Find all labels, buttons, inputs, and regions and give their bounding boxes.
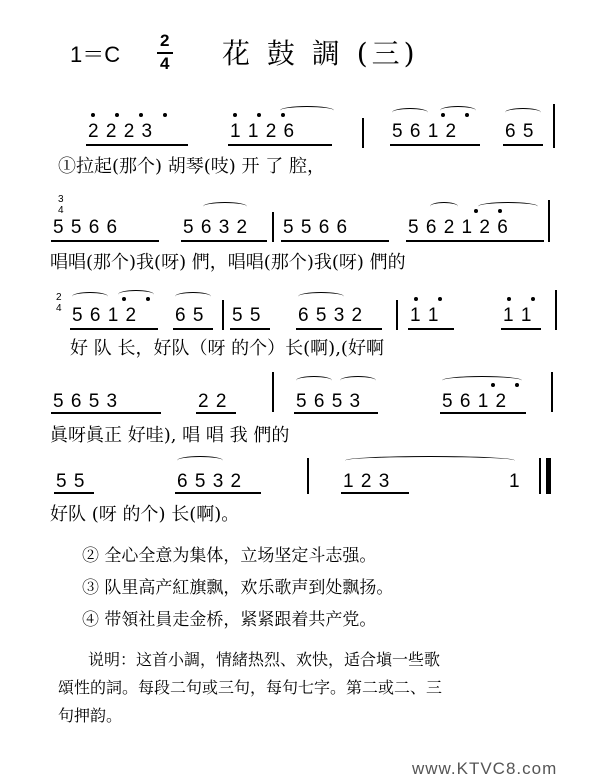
line4-group-1: 5 6 5 3 bbox=[53, 391, 119, 412]
slur bbox=[392, 108, 428, 117]
octave-dot bbox=[91, 113, 95, 117]
octave-dot bbox=[146, 297, 150, 301]
barline bbox=[553, 104, 555, 148]
line4-group-4: 5 6 1 2 bbox=[442, 391, 508, 412]
time-signature-top: 2 bbox=[160, 31, 170, 50]
line2-ts-bottom: 4 bbox=[58, 205, 64, 216]
beam bbox=[51, 412, 161, 414]
line2-group-2: 5 6 3 2 bbox=[183, 217, 249, 238]
line5-group-1: 5 5 bbox=[56, 471, 86, 492]
slur bbox=[203, 202, 247, 211]
slur bbox=[177, 456, 223, 465]
line1-lyrics: ①拉起(那个) 胡琴(吱) 开 了 腔， bbox=[58, 156, 325, 177]
beam bbox=[408, 328, 454, 330]
beam bbox=[501, 328, 541, 330]
line4-group-2: 2 2 bbox=[198, 391, 228, 412]
line3-group-4: 6 5 3 2 bbox=[298, 305, 364, 326]
verse-2: ② 全心全意为集体，立场坚定斗志强。 bbox=[82, 546, 377, 566]
line2-group-1: 5 5 6 6 bbox=[53, 217, 119, 238]
beam bbox=[230, 328, 270, 330]
beam bbox=[341, 492, 409, 494]
beam bbox=[86, 144, 188, 146]
line1-group-3: 5 6 1 2 bbox=[392, 121, 458, 142]
line4-group-3: 5 6 5 3 bbox=[296, 391, 362, 412]
barline bbox=[548, 200, 550, 242]
line5-lyrics: 好队 (呀 的个) 长(啊)。 bbox=[50, 504, 240, 525]
beam bbox=[181, 240, 267, 242]
time-signature-bottom: 4 bbox=[160, 54, 170, 73]
slur bbox=[296, 376, 332, 385]
line3-ts-top: 2 bbox=[56, 292, 62, 303]
octave-dot bbox=[414, 297, 418, 301]
slur bbox=[430, 202, 458, 211]
note-line-3: 句押韵。 bbox=[58, 706, 123, 725]
verse-3: ③ 队里高产紅旗飘，欢乐歌声到处飘扬。 bbox=[82, 578, 394, 598]
line2-ts-top: 3 bbox=[58, 194, 64, 205]
note-line-1: 说明：这首小調，情緒热烈、欢快，适合塡一些歌 bbox=[88, 650, 441, 669]
barline bbox=[272, 372, 274, 412]
line2-lyrics: 唱唱(那个)我(呀) 們，唱唱(那个)我(呀) 們的 bbox=[50, 252, 406, 273]
slur bbox=[298, 292, 344, 301]
line1-group-4: 6 5 bbox=[505, 121, 535, 142]
octave-dot bbox=[438, 297, 442, 301]
octave-dot bbox=[233, 113, 237, 117]
slur bbox=[505, 108, 541, 117]
beam bbox=[70, 328, 158, 330]
line5-group-4: 1 bbox=[509, 471, 521, 492]
octave-dot bbox=[515, 383, 519, 387]
beam bbox=[296, 328, 382, 330]
line2-group-4: 5 6 2 1 2 6 bbox=[408, 217, 509, 238]
octave-dot bbox=[507, 297, 511, 301]
beam bbox=[281, 240, 389, 242]
octave-dot bbox=[139, 113, 143, 117]
beam bbox=[228, 144, 332, 146]
barline bbox=[551, 372, 553, 412]
line5-group-3: 1 2 3 bbox=[343, 471, 391, 492]
line1-group-1: 2 2 2 3 bbox=[88, 121, 154, 142]
beam bbox=[51, 240, 159, 242]
slur bbox=[72, 292, 108, 301]
beam bbox=[173, 328, 213, 330]
slur bbox=[340, 376, 376, 385]
octave-dot bbox=[491, 383, 495, 387]
note-line-2: 頌性的詞。每段二句或三句，每句七字。第二或二、三 bbox=[58, 678, 443, 697]
barline bbox=[396, 300, 398, 330]
line5-group-2: 6 5 3 2 bbox=[177, 471, 243, 492]
slur bbox=[345, 456, 515, 465]
barline bbox=[307, 458, 309, 494]
beam bbox=[503, 144, 543, 146]
line1-group-2: 1 1 2 6 bbox=[230, 121, 296, 142]
octave-dot bbox=[163, 113, 167, 117]
octave-dot bbox=[122, 297, 126, 301]
line3-ts-bottom: 4 bbox=[56, 303, 62, 314]
line3-group-3: 5 5 bbox=[232, 305, 262, 326]
octave-dot bbox=[257, 113, 261, 117]
slur bbox=[442, 376, 522, 385]
final-barline-thin bbox=[539, 458, 541, 494]
beam bbox=[390, 144, 480, 146]
beam bbox=[196, 412, 236, 414]
beam bbox=[294, 412, 378, 414]
octave-dot bbox=[531, 297, 535, 301]
barline bbox=[272, 212, 274, 242]
beam bbox=[175, 492, 261, 494]
verse-4: ④ 带領社員走金桥，紧紧跟着共产党。 bbox=[82, 610, 377, 630]
final-barline-thick bbox=[546, 458, 551, 494]
song-title: 花 鼓 調 (三) bbox=[222, 37, 419, 70]
barline bbox=[222, 300, 224, 330]
octave-dot bbox=[498, 209, 502, 213]
octave-dot bbox=[115, 113, 119, 117]
slur bbox=[440, 106, 476, 115]
barline bbox=[555, 290, 557, 330]
beam bbox=[406, 240, 544, 242]
line3-group-2: 6 5 bbox=[175, 305, 205, 326]
line3-lyrics: 好 队 长，好队（呀 的个）长(啊),(好啊 bbox=[70, 338, 384, 359]
octave-dot bbox=[474, 209, 478, 213]
line4-lyrics: 眞呀眞正 好哇), 唱 唱 我 們的 bbox=[50, 425, 290, 446]
line3-group-5: 1 1 bbox=[410, 305, 440, 326]
key-signature: 1＝C bbox=[70, 42, 121, 67]
slur bbox=[478, 202, 538, 211]
watermark: www.KTVC8.com bbox=[412, 759, 558, 778]
slur bbox=[280, 106, 334, 115]
barline bbox=[362, 118, 364, 148]
beam bbox=[54, 492, 94, 494]
line3-group-1: 5 6 1 2 bbox=[72, 305, 138, 326]
line2-group-3: 5 5 6 6 bbox=[283, 217, 349, 238]
beam bbox=[440, 412, 526, 414]
line3-group-6: 1 1 bbox=[503, 305, 533, 326]
slur bbox=[175, 292, 211, 301]
